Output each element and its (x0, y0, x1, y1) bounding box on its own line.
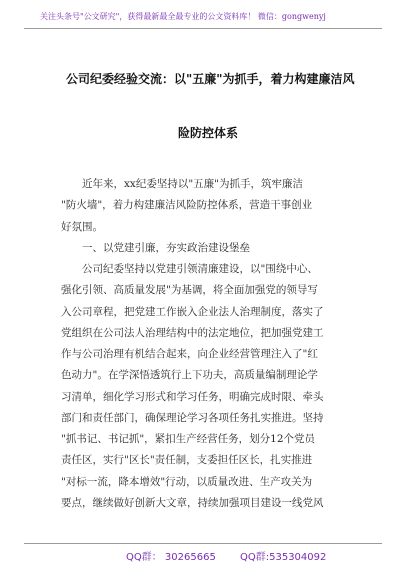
paragraph-line: "抓书记、书记抓"，紧扣生产经营任务，划分12个党员 (61, 433, 316, 445)
paragraph-line: 色动力"。在学深悟透筑行上下功夫，高质量编制理论学 (61, 369, 318, 381)
header-divider (24, 28, 382, 29)
paragraph-line: 要点，继续做好创新大文章，持续加强项目建设一线党风 (61, 497, 324, 509)
header-banner: 关注头条号"公文研究"，获得最新最全最专业的公文资料库！ 微信：gongwenyj (40, 12, 326, 21)
document-title-line-2: 险防控体系 (178, 126, 239, 140)
paragraph-line: 近年来，xx纪委坚持以"五廉"为抓手，筑牢廉洁 (82, 178, 304, 190)
section-heading: 一、以党建引廉，夯实政治建设堡垒 (82, 242, 250, 254)
paragraph-line: 公司纪委坚持以党建引领清廉建设，以"围绕中心、 (82, 263, 318, 275)
paragraph-line: 习清单，细化学习形式和学习任务，明确完成时限、牵头 (61, 391, 324, 403)
footer-qq-group-1: QQ群： 30265665 (126, 552, 216, 563)
paragraph-line: "对标一流，降本增效"行动，以质量改进、生产攻关为 (61, 476, 313, 488)
paragraph-line: 强化引领、高质量发展"为基调，将全面加强党的领导写 (61, 284, 318, 296)
paragraph-line: 好氛围。 (61, 221, 103, 233)
paragraph-line: 部门和责任部门，确保理论学习各项任务扎实推进。坚持 (61, 412, 324, 424)
footer-divider (24, 543, 382, 544)
footer-qq-group-2: QQ群:535304092 (240, 552, 327, 563)
paragraph-line: 党组织在公司法人治理结构中的法定地位，把加强党建工 (61, 327, 324, 339)
paragraph-line: 作与公司治理有机结合起来，向企业经营管理注入了"红 (61, 348, 318, 360)
paragraph-line: 入公司章程，把党建工作嵌入企业法人治理制度，落实了 (61, 306, 324, 318)
paragraph-line: 责任区，实行"区长"责任制，支委担任区长，扎实推进 (61, 454, 313, 466)
paragraph-line: "防火墙"，着力构建廉洁风险防控体系，营造干事创业 (61, 199, 313, 211)
document-title-line-1: 公司纪委经验交流：以"五廉"为抓手，着力构建廉洁风 (66, 72, 355, 86)
